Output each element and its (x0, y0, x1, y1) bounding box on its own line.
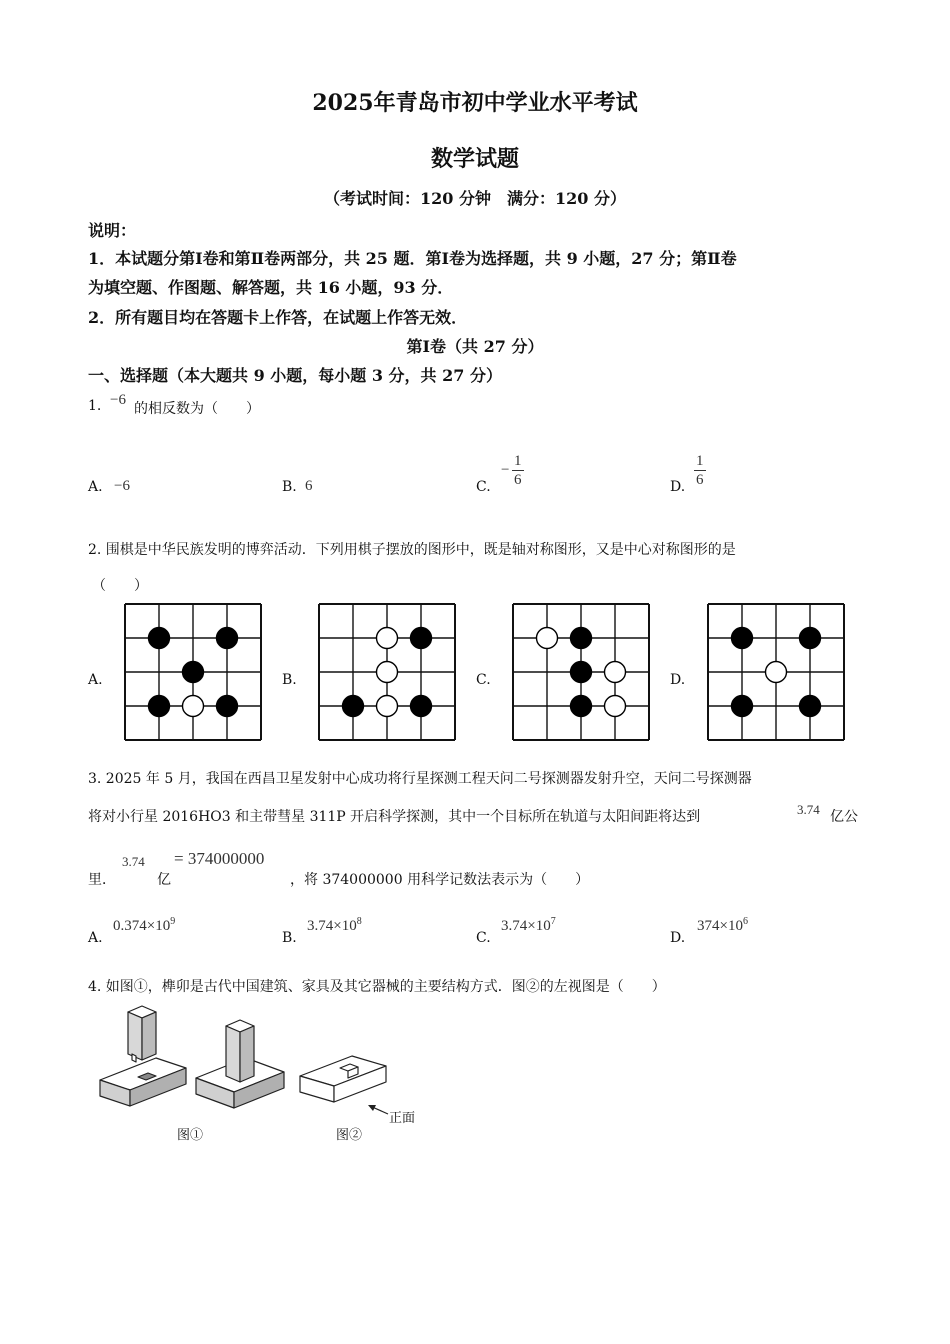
black-stone (411, 696, 432, 717)
black-stone (411, 628, 432, 649)
fig1-tenon-post (128, 1006, 156, 1062)
q3-text-line3a: 里． (88, 872, 116, 888)
q2-option-b-label: B. (282, 672, 297, 688)
black-stone (149, 696, 170, 717)
part1-title: 第Ⅰ卷（共 27 分） (406, 337, 544, 356)
q3-text-line2a: 将对小行星 2016HO3 和主带彗星 311P 开启科学探测，其中一个目标所在轨道与太阳间距将达到 (88, 809, 701, 825)
front-label: 正面 (389, 1111, 416, 1126)
q2-text-line2: （ ） (92, 578, 148, 594)
q1-option-b-label: B. (282, 479, 297, 495)
q1-option-c-sign: − (501, 462, 510, 478)
q3-option-c-exp: 7 (550, 916, 556, 927)
black-stone (571, 628, 592, 649)
black-stone (149, 628, 170, 649)
q1-option-d-denominator: 6 (696, 472, 704, 488)
q2-option-d-label: D. (670, 672, 686, 688)
q3-option-d-value: 374×10 (697, 918, 743, 934)
q3-option-a-label: A. (88, 930, 103, 946)
q1-number: 1. (88, 398, 102, 414)
black-stone (217, 628, 238, 649)
q3-option-c-label: C. (476, 930, 491, 946)
go-board-d (708, 604, 846, 740)
q3-math-equation: = 374000000 (174, 849, 265, 868)
go-board-c (513, 604, 651, 740)
mortise-tenon-figure (96, 1002, 426, 1152)
white-stone (183, 696, 204, 717)
go-board-b (319, 604, 457, 740)
instruction-1a: 1．本试题分第Ⅰ卷和第Ⅱ卷两部分，共 25 题．第Ⅰ卷为选择题，共 9 小题，27 分；第Ⅱ卷 (88, 249, 737, 268)
q1-option-c-numerator: 1 (514, 453, 522, 469)
white-stone (377, 628, 398, 649)
q1-option-d-label: D. (670, 479, 686, 495)
q3-text-line3b: ，将 374000000 用科学记数法表示为（ ） (290, 872, 590, 888)
q1-option-c-denominator: 6 (514, 472, 522, 488)
q3-option-d-exp: 6 (742, 916, 748, 927)
q3-yi: 亿 (157, 872, 171, 888)
section-title: 一、选择题（本大题共 9 小题，每小题 3 分，共 27 分） (88, 366, 502, 385)
q3-math-distance: 3.74 (797, 802, 820, 817)
black-stone (571, 662, 592, 683)
q4-text: 4. 如图①，榫卯是古代中国建筑、家具及其它器械的主要结构方式．图②的左视图是（ ） (88, 979, 666, 995)
q3-text-line2b: 亿公 (830, 809, 858, 825)
q3-option-b (307, 916, 362, 935)
black-stone (732, 696, 753, 717)
q3-option-d (697, 916, 748, 935)
black-stone (217, 696, 238, 717)
q3-option-c-value: 3.74×10 (501, 918, 551, 934)
go-board-a (125, 604, 263, 740)
q1-option-a-label: A. (88, 479, 103, 495)
q1-option-d-fraction (694, 452, 706, 489)
black-stone (183, 662, 204, 683)
q1-option-d-numerator: 1 (696, 453, 704, 469)
q2-option-c-label: C. (476, 672, 491, 688)
black-stone (800, 696, 821, 717)
q2-option-a-label: A. (88, 672, 103, 688)
q3-math-value: 3.74 (122, 854, 145, 869)
exam-title: 2025年青岛市初中学业水平考试 (312, 90, 638, 116)
exam-info: （考试时间：120 分钟 满分：120 分） (324, 189, 626, 208)
q1-text: 的相反数为（ ） (134, 401, 260, 417)
fig1-caption: 图① (177, 1128, 204, 1143)
q1-option-b-value: 6 (305, 478, 313, 494)
q2-text-line1: 2. 围棋是中华民族发明的博弈活动．下列用棋子摆放的图形中，既是轴对称图形，又是中心对称图形的是 (88, 542, 736, 558)
fig2-caption: 图② (336, 1128, 363, 1143)
instruction-1b: 为填空题、作图题、解答题，共 16 小题，93 分． (88, 278, 454, 297)
q1-math: −6 (110, 392, 126, 408)
fig2-beam (300, 1056, 386, 1102)
white-stone (377, 662, 398, 683)
q1-option-c-fraction (512, 452, 524, 489)
q1-option-c-label: C. (476, 479, 491, 495)
q3-text-line1: 3. 2025 年 5 月，我国在西昌卫星发射中心成功将行星探测工程天问二号探测器发射升空，天问二号探测器 (88, 771, 752, 787)
q3-option-c (501, 916, 556, 935)
fig1-assembled (196, 1020, 284, 1108)
q3-option-a (113, 916, 175, 935)
white-stone (605, 662, 626, 683)
q3-option-b-exp: 8 (356, 916, 362, 927)
white-stone (537, 628, 558, 649)
q1-option-a-value: −6 (114, 478, 130, 494)
white-stone (766, 662, 787, 683)
fig1-mortise-beam (100, 1058, 186, 1106)
q3-option-a-value: 0.374×10 (113, 918, 171, 934)
black-stone (343, 696, 364, 717)
white-stone (377, 696, 398, 717)
black-stone (571, 696, 592, 717)
q3-option-b-value: 3.74×10 (307, 918, 357, 934)
q3-option-a-exp: 9 (170, 916, 176, 927)
instructions-label: 说明： (88, 221, 137, 240)
q3-option-b-label: B. (282, 930, 297, 946)
black-stone (732, 628, 753, 649)
black-stone (800, 628, 821, 649)
q3-option-d-label: D. (670, 930, 686, 946)
subject-title: 数学试题 (430, 146, 519, 172)
white-stone (605, 696, 626, 717)
instruction-2: 2．所有题目均在答题卡上作答，在试题上作答无效． (88, 308, 468, 327)
